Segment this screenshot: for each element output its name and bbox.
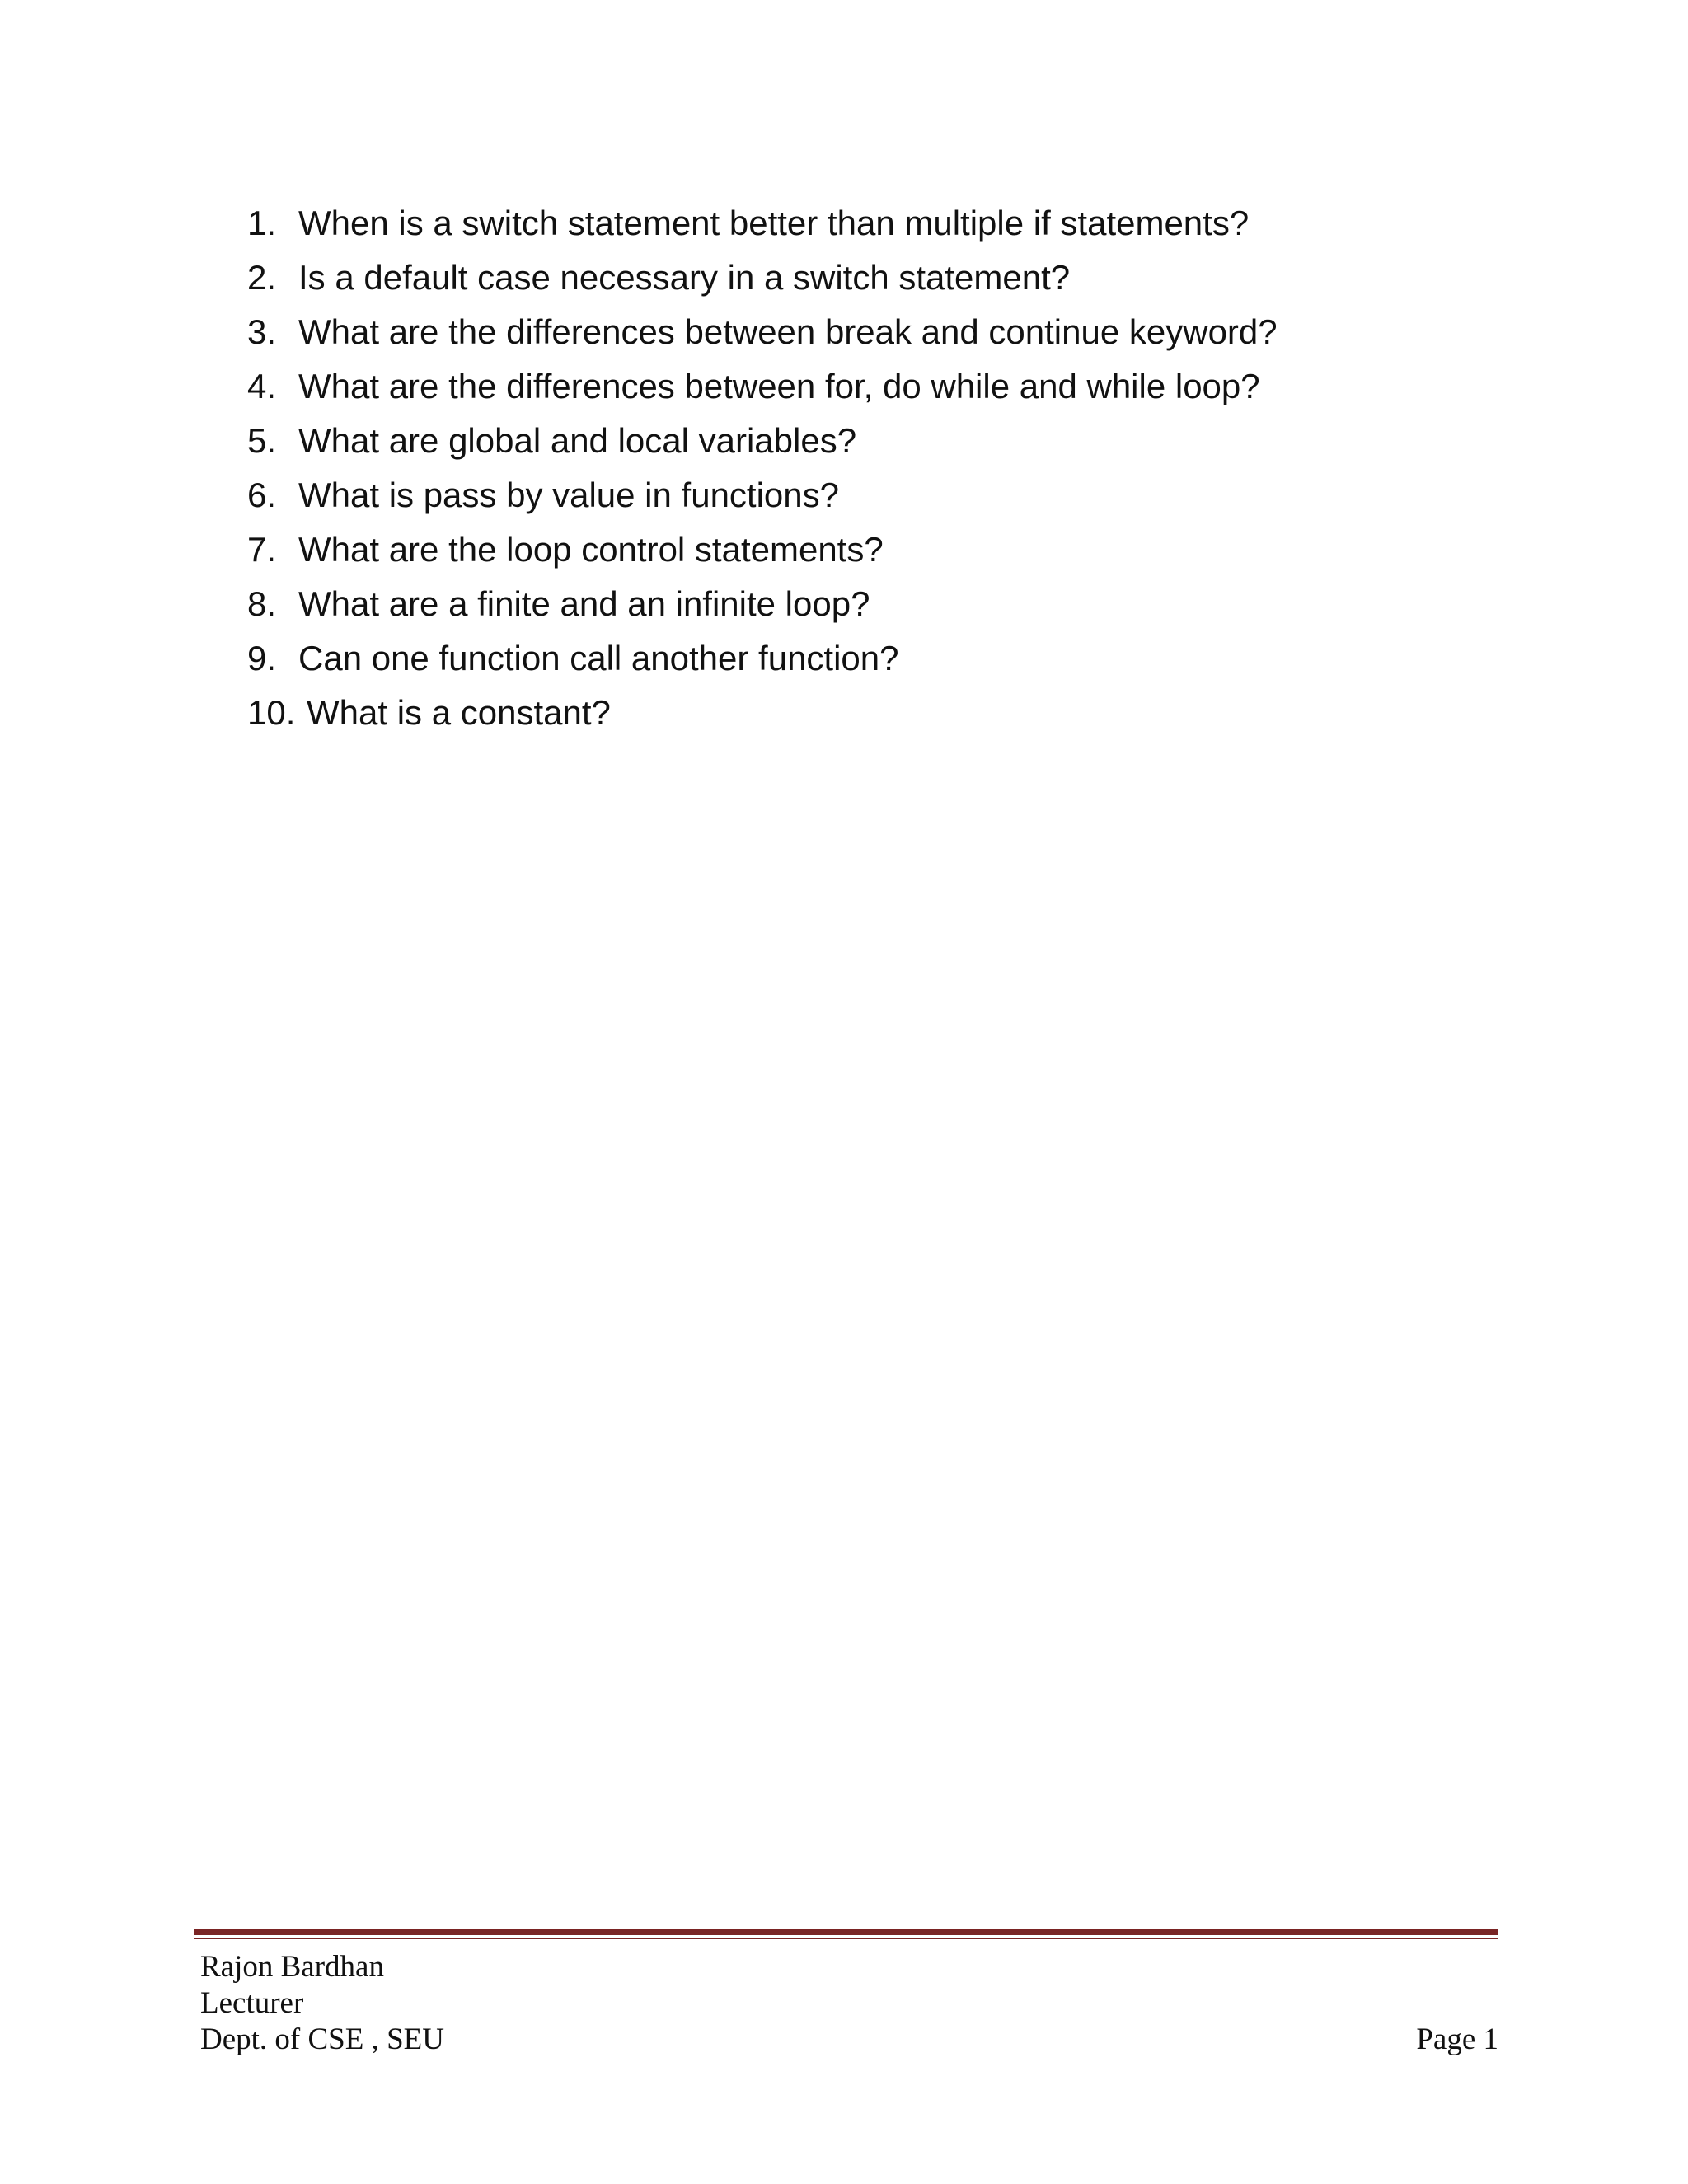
question-text: What are the loop control statements? (298, 530, 884, 569)
question-number: 10. (247, 693, 296, 732)
question-text: What are global and local variables? (298, 421, 857, 460)
question-text: What is pass by value in functions? (298, 476, 840, 514)
author-name: Rajon Bardhan (200, 1950, 384, 1984)
question-number: 1. (247, 204, 277, 242)
question-number: 2. (247, 258, 277, 297)
question-item (247, 414, 1278, 468)
question-item (247, 359, 1278, 414)
question-item (247, 523, 1278, 577)
question-number: 9. (247, 639, 277, 677)
question-number: 8. (247, 584, 277, 623)
question-number: 4. (247, 367, 277, 405)
question-text: Can one function call another function? (298, 639, 899, 677)
page-footer (200, 1949, 1498, 2058)
footer-divider-thick (194, 1929, 1498, 1935)
question-item (247, 577, 1278, 631)
question-text: What are the differences between for, do while and while loop? (298, 367, 1260, 405)
footer-divider-thin (194, 1938, 1498, 1939)
page-number: Page 1 (1416, 2022, 1498, 2056)
question-text: Is a default case necessary in a switch statement? (298, 258, 1071, 297)
question-number: 7. (247, 530, 277, 569)
author-department: Dept. of CSE , SEU (200, 2022, 444, 2056)
question-item (247, 686, 1278, 740)
question-item (247, 196, 1278, 251)
question-number: 5. (247, 421, 277, 460)
question-text: What are the differences between break and continue keyword? (298, 312, 1278, 351)
question-item (247, 305, 1278, 359)
question-list (247, 196, 1278, 740)
question-text: What are a finite and an infinite loop? (298, 584, 870, 623)
question-item (247, 468, 1278, 523)
question-text: What is a constant? (307, 693, 611, 732)
question-item (247, 631, 1278, 686)
question-number: 6. (247, 476, 277, 514)
footer-divider (194, 1929, 1498, 1939)
question-text: When is a switch statement better than multiple if statements? (298, 204, 1250, 242)
question-number: 3. (247, 312, 277, 351)
question-item (247, 251, 1278, 305)
author-title: Lecturer (200, 1986, 304, 2020)
